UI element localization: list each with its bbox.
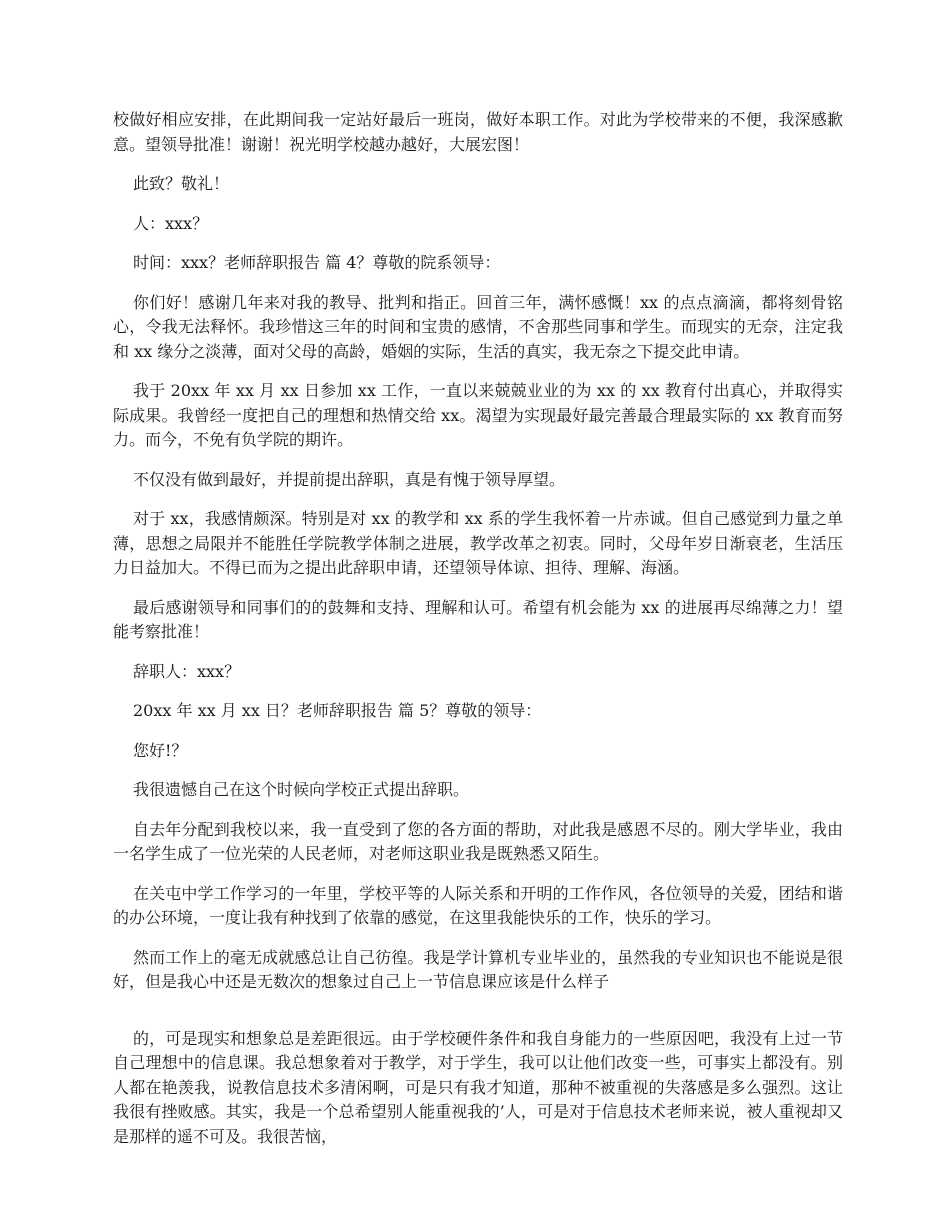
- paragraph-8: 对于 xx，我感情颇深。特别是对 xx 的教学和 xx 系的学生我怀着一片赤诚。但自己感觉到力量之单薄，思想之局限并不能胜任学院教学体制之进展，教学改革之初衷。同时，父母年岁日渐衰老，生活压力日益加大。不得已而为之提出此辞职申请，还望领导体谅、担待、理解、海涵。: [113, 509, 843, 577]
- paragraph-16: 然而工作上的毫无成就感总让自己彷徨。我是学计算机专业毕业的，虽然我的专业知识也不能说是很好，但是我心中还是无数次的想象过自己上一节信息课应该是什么样子: [113, 947, 843, 991]
- paragraph-2: 此致？敬礼！: [133, 174, 230, 193]
- paragraph-7: 不仅没有做到最好，并提前提出辞职，真是有愧于领导厚望。: [133, 469, 566, 489]
- paragraph-14: 自去年分配到我校以来，我一直受到了您的各方面的帮助，对此我是感恩不尽的。刚大学毕业，我由一名学生成了一位光荣的人民老师，对老师这职业我是既熟悉又陌生。: [113, 819, 843, 863]
- paragraph-17: 的，可是现实和想象总是差距很远。由于学校硬件条件和我自身能力的一些原因吧，我没有上过一节自己理想中的信息课。我总想象着对于教学，对于学生，我可以让他们改变一些，可事实上都没有。别人都在艳羡我，说教信息技术多清闲啊，可是只有我才知道，那种不被重视的失落感是多么强烈。这让我很有挫败感。其实，我是一个总希望别人能重视我的’人，可是对于信息技术老师来说，被人重视却又是那样的遥不可及。我很苦恼，: [113, 1028, 843, 1146]
- paragraph-6: 我于 20xx 年 xx 月 xx 日参加 xx 工作，一直以来兢兢业业的为 xx 的 xx 教育付出真心，并取得实际成果。我曾经一度把自己的理想和热情交给 xx。渴望为实现最好最完善最合理最实际的 xx 教育而努力。而今，不免有负学院的期许。: [113, 381, 843, 449]
- paragraph-13: 我很遗憾自己在这个时候向学校正式提出辞职。: [133, 780, 470, 799]
- paragraph-4: 时间：xxx？老师辞职报告 篇 4？尊敬的院系领导：: [133, 253, 501, 272]
- paragraph-15: 在关屯中学工作学习的一年里，学校平等的人际关系和开明的工作作风，各位领导的关爱，团结和谐的办公环境，一度让我有种找到了依靠的感觉，在这里我能快乐的工作，快乐的学习。: [113, 883, 843, 927]
- paragraph-10: 辞职人：xxx？: [133, 661, 241, 681]
- document-page: [113, 108, 843, 1164]
- paragraph-12: 您好!？: [133, 740, 188, 760]
- paragraph-3: 人：xxx？: [133, 213, 209, 233]
- paragraph-11: 20xx 年 xx 月 xx 日？老师辞职报告 篇 5？尊敬的领导：: [133, 701, 542, 720]
- paragraph-5: 你们好！感谢几年来对我的教导、批判和指正。回首三年，满怀感慨！xx 的点点滴滴，都将刻骨铭心，令我无法释怀。我珍惜这三年的时间和宝贵的感情，不舍那些同事和学生。而现实的无奈，注定我和 xx 缘分之淡薄，面对父母的高龄，婚姻的实际，生活的真实，我无奈之下提交此申请。: [113, 292, 843, 361]
- paragraph-1: 校做好相应安排，在此期间我一定站好最后一班岗，做好本职工作。对此为学校带来的不便，我深感歉意。望领导批准！谢谢！祝光明学校越办越好，大展宏图！: [113, 110, 843, 154]
- paragraph-9: 最后感谢领导和同事们的的鼓舞和支持、理解和认可。希望有机会能为 xx 的进展再尽绵薄之力！望能考察批准！: [113, 597, 843, 641]
